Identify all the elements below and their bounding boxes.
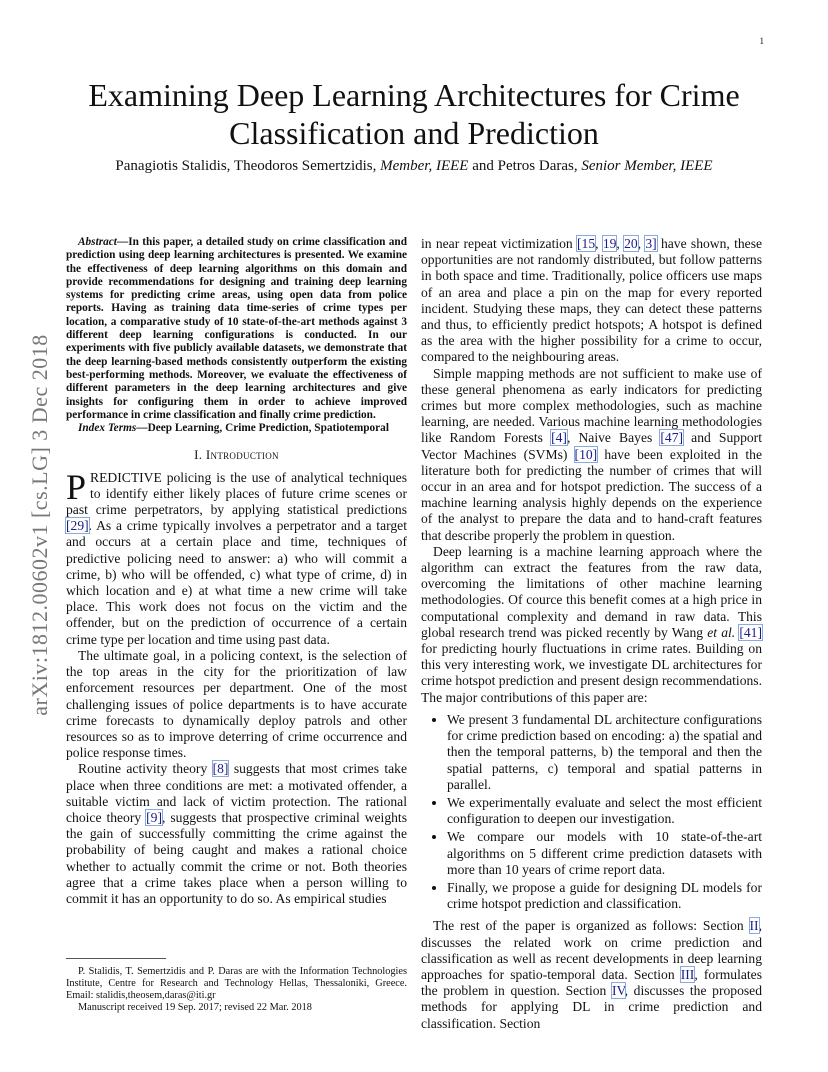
section-link[interactable]: II xyxy=(749,918,759,934)
author-role-1: Member, IEEE xyxy=(380,158,469,174)
citation-link[interactable]: [8] xyxy=(212,761,229,777)
text-run: . As a crime typically involves a perpetrator and a target and occurs at a certain place and time, techniques of predictive policing need to answer: a) who will commit a crime, b) who will be offended, c) what type of crime, d) in which location and e) at what time a new crime will take place. This work does not focus on the victim and the offender, but on the prediction of occurrence of a certain crime type per location and time using past data. xyxy=(66,518,407,647)
intro-paragraph-3 xyxy=(66,761,407,907)
text-run: Routine activity theory xyxy=(78,761,213,777)
footnotes xyxy=(66,966,407,1014)
right-column xyxy=(421,236,762,1032)
index-terms-label: Index Terms xyxy=(78,422,137,435)
citation-link[interactable]: 20 xyxy=(624,236,638,251)
right-paragraph-1: in near repeat victimization [15, 19, 20, 3] have shown, these opportunities are not randomly distributed, but follow patterns in both space and time. Traditionally, police officers use maps of an area and place a pin on the map for every reported incident. Studying these maps, they can detect these patterns and thus, to efficiently predict hotspots; A hotspot is defined as the area with the higher possibility for a crime to occur, compared to the neighbouring areas. xyxy=(421,236,763,365)
citation-link[interactable]: [47] xyxy=(660,430,684,446)
index-terms xyxy=(66,422,407,435)
right-paragraph-2 xyxy=(421,366,762,544)
citation-link[interactable]: [10] xyxy=(574,446,598,462)
citation-link[interactable]: [41] xyxy=(739,624,762,640)
index-terms-text: —Deep Learning, Crime Prediction, Spatiotemporal xyxy=(136,422,389,435)
authors-names-1: Panagiotis Stalidis, Theodoros Semertzidis, xyxy=(115,158,381,174)
text-run: , discusses the related work on crime prediction and classification as well as recent developments in deep learning approaches for spatio-temporal data. Section xyxy=(421,918,762,982)
citation-link[interactable]: 3] xyxy=(645,236,657,251)
author-role-2: Senior Member, IEEE xyxy=(581,158,713,174)
text-run: Deep learning is a machine learning approach where the algorithm can extract the features from the raw data, overcoming the limitations of other machine learning methodologies. Of cource this benefit comes at a high price in computational complexity and demand in raw data. This global research trend was picked recently by Wang xyxy=(421,543,762,640)
contributions-list xyxy=(421,712,762,912)
section-link[interactable]: III xyxy=(680,966,695,982)
list-item: • We compare our models with 10 state-of-the-art algorithms on 5 different crime prediction datasets with more than 10 years of crime report data. xyxy=(447,829,762,878)
text-run: , Naive Bayes xyxy=(566,430,661,446)
authors-names-2: and Petros Daras, xyxy=(468,158,582,174)
text-run: , discusses the proposed methods for applying DL in crime prediction and classification. Section xyxy=(421,983,762,1031)
drop-cap: P xyxy=(66,466,87,507)
citation-link[interactable]: [4] xyxy=(551,430,567,446)
section-number: I. xyxy=(194,447,206,463)
abstract-text: —In this paper, a detailed study on crime classification and prediction using deep learning architectures is presented. We examine the effectiveness of deep learning algorithms on this domain and provide recommendations for designing and training deep learning systems for predicting crime areas, using open data from police reports. Having as training data time-series of crime types per location, a comparative study of 10 state-of-the-art methods against 3 different deep learning configurations is conducted. In our experiments with five publicly available datasets, we demonstrate that the deep learning-based methods consistently outperform the existing best-performing methods. Moreover, we evaluate the effectiveness of different parameters in the deep learning architectures and give insights for configuring them in order to achieve improved performance in crime classification and finally crime prediction. xyxy=(66,236,407,421)
footnote-rule xyxy=(66,958,166,959)
text-run: and Support Vector Machines (SVMs) xyxy=(421,430,762,462)
section-heading-introduction xyxy=(66,447,407,463)
text-run-italic: et al. xyxy=(707,624,736,640)
section-link[interactable]: IV xyxy=(612,983,625,999)
text-run: , formulates the problem in question. Section xyxy=(421,966,762,999)
author-line xyxy=(60,158,768,175)
text-run: , suggests that prospective criminal weights the gain of successfully committing the crime against the probability of being caught and makes a rational choice whether to actually commit the crime or not. Both theories agree that a crime takes place when a person willing to commit it has an opportunity to do so. As empirical studies xyxy=(66,809,407,906)
text-run: REDICTIVE policing is the use of analytical techniques to identify either likely places of future crime scenes or past crime perpetrators, by applying statistical predictions xyxy=(66,469,407,518)
abstract xyxy=(66,236,407,422)
text-run: for predicting hourly fluctuations in crime rates. Building on this very interesting work, we investigate DL architectures for crime hotspot prediction and present design recommendations. The major contributions of this paper are: xyxy=(421,641,762,705)
page-number: 1 xyxy=(759,36,764,46)
text-run: have been exploited in the literature both for predicting the number of crimes that will occur in an area and for hotspot prediction. The success of a machine learning analysis highly depends on the experience of the analyst to prepare the data and to hand-craft features that describe properly the problem in question. xyxy=(421,446,762,543)
text-run: The rest of the paper is organized as follows: Section xyxy=(433,918,750,934)
arxiv-identifier xyxy=(22,290,58,760)
section-title: Introduction xyxy=(205,447,279,463)
citation-link[interactable]: [29] xyxy=(66,518,89,534)
text-run: have shown, these opportunities are not randomly distributed, but follow patterns in both space and time. Traditionally, police officers use maps of an area and place a pin on the map for every reported incident. Studying these maps, they can detect these patterns and thus, to efficiently predict hotspots; A hotspot is defined as the area with the higher possibility for a crime to occur, compared to the neighbouring areas. xyxy=(421,236,763,365)
right-paragraph-4 xyxy=(421,918,762,1031)
paper-title: Examining Deep Learning Architectures for Crime Classification and Prediction xyxy=(88,77,740,151)
text-run: Simple mapping methods are not sufficient to make use of these general phenomena as early indicators for predicting crimes but more complex methodologies, such as machine learning, are needed. Various machine learning methodologies like Random Forests xyxy=(421,365,762,446)
citation-link[interactable]: 19 xyxy=(602,236,617,251)
footnote-manuscript: Manuscript received 19 Sep. 2017; revised 22 Mar. 2018 xyxy=(78,1002,312,1013)
citation-link[interactable]: [15 xyxy=(577,236,596,251)
list-item: • We present 3 fundamental DL architecture configurations for crime prediction based on encoding: a) the spatial and then the temporal patterns, b) the temporal and then the spatial patterns, c) temporal and spatial patterns in parallel. xyxy=(447,712,762,793)
right-paragraph-3 xyxy=(421,544,762,706)
text-run: in near repeat victimization xyxy=(421,236,577,251)
list-item: • We experimentally evaluate and select the most efficient configuration to deepen our investigation. xyxy=(447,795,762,827)
left-column xyxy=(66,236,407,907)
footnote-affiliation: P. Stalidis, T. Semertzidis and P. Daras are with the Information Technologies Institute, Centre for Research and Technology Hellas, Thessaloniki, Greece. Email: stalidis,theosem,daras@iti.gr xyxy=(66,966,407,1001)
intro-paragraph-1 xyxy=(66,466,407,648)
citation-link[interactable]: [9] xyxy=(146,809,163,825)
list-item: • Finally, we propose a guide for designing DL models for crime hotspot prediction and classification. xyxy=(447,880,762,912)
abstract-label: Abstract xyxy=(78,236,117,248)
intro-paragraph-2: The ultimate goal, in a policing context, is the selection of the top areas in the city for the prioritization of law enforcement resources per department. One of the most challenging issues of police departments is to have accurate crime forecasts to dynamically deploy patrols and other resources so as to improve deterring of crime occurrence and police response times. xyxy=(66,647,407,761)
text-run: suggests that most crimes take place when three conditions are met: a motivated offender, a suitable victim and lack of victim protection. The rational choice theory xyxy=(66,761,407,825)
arxiv-identifier-text: arXiv:1812.00602v1 [cs.LG] 3 Dec 2018 xyxy=(27,334,52,716)
